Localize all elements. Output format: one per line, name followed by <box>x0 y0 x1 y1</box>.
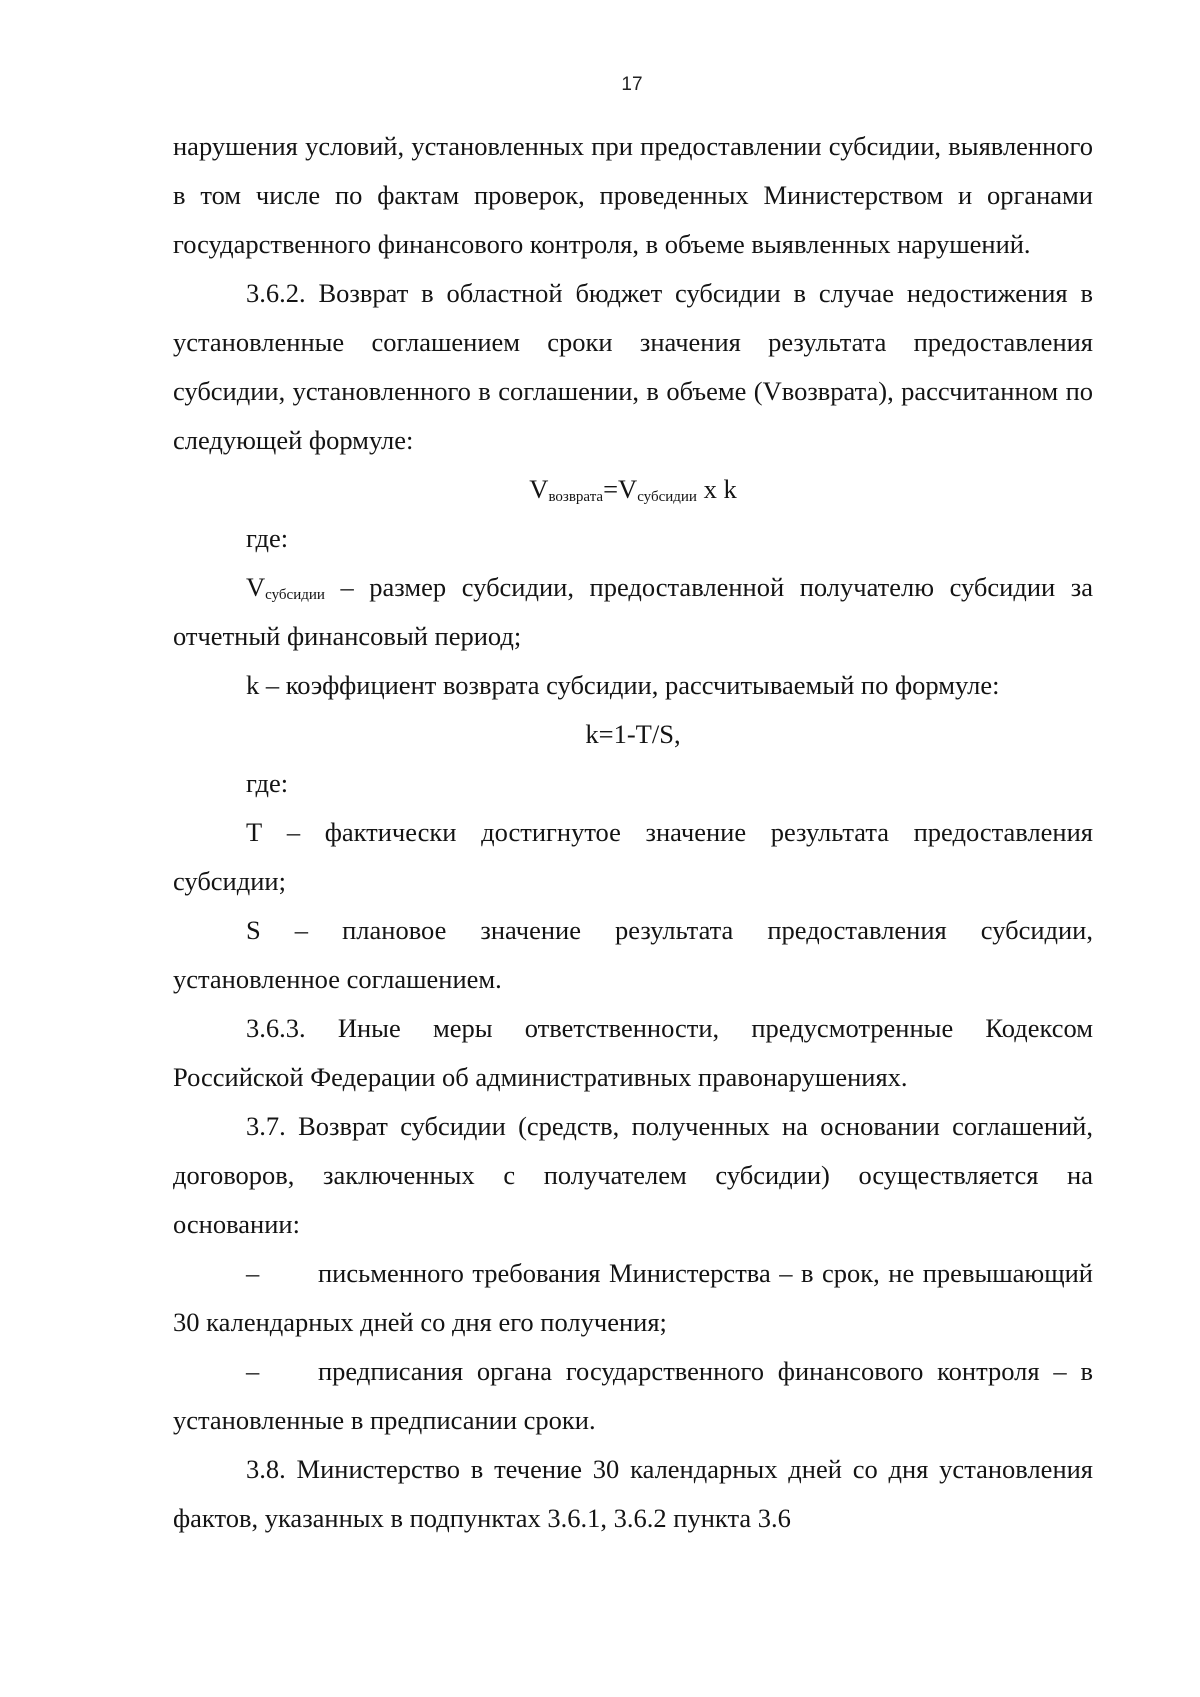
document-body <box>173 122 1093 1543</box>
def-v-text: – размер субсидии, предоставленной получателю субсидии за отчетный финансовый период; <box>173 572 1093 651</box>
def-v: V <box>246 572 266 602</box>
list-item-prescription <box>173 1347 1093 1445</box>
dash-marker: – <box>246 1356 260 1386</box>
list-item-text: письменного требования Министерства – в срок, не превышающий 30 календарных дней со дня его получения; <box>173 1258 1093 1337</box>
where-label-2: где: <box>246 768 289 798</box>
paragraph-3-6-3: 3.6.3. Иные меры ответственности, предусмотренные Кодексом Российской Федерации об административных правонарушениях. <box>173 1013 1093 1092</box>
def-v-sub: субсидии <box>265 587 325 603</box>
formula-k: k=1-T/S, <box>585 719 681 749</box>
where-label-1: где: <box>246 523 289 553</box>
definition-v-subsidii <box>173 563 1093 661</box>
definition-k: k – коэффициент возврата субсидии, рассчитываемый по формуле: <box>246 670 1000 700</box>
dash-marker: – <box>246 1258 260 1288</box>
list-item-written-request <box>173 1249 1093 1347</box>
formula-return-volume <box>173 465 1093 514</box>
formula-v: V <box>529 474 549 504</box>
paragraph-3-7: 3.7. Возврат субсидии (средств, полученных на основании соглашений, договоров, заключенных с получателем субсидии) осуществляется на основании: <box>173 1111 1093 1239</box>
paragraph-3-6-2: 3.6.2. Возврат в областной бюджет субсидии в случае недостижения в установленные соглашением сроки значения результата предоставления субсидии, установленного в соглашении, в объеме (Vвозврата), рассчитанном по следующей формуле: <box>173 278 1093 455</box>
paragraph-3-8: 3.8. Министерство в течение 30 календарных дней со дня установления фактов, указанных в подпунктах 3.6.1, 3.6.2 пункта 3.6 <box>173 1454 1093 1533</box>
definition-s: S – плановое значение результата предоставления субсидии, установленное соглашением. <box>173 915 1093 994</box>
list-item-text: предписания органа государственного финансового контроля – в установленные в предписании сроки. <box>173 1356 1093 1435</box>
formula-sub-vozvrata: возврата <box>548 489 604 505</box>
definition-t: Т – фактически достигнутое значение результата предоставления субсидии; <box>173 817 1093 896</box>
paragraph-violation-continuation: нарушения условий, установленных при предоставлении субсидии, выявленного в том числе по фактам проверок, проведенных Министерством и органами государственного финансового контроля, в объеме выявленных нарушений. <box>173 131 1093 259</box>
formula-eq-v: =V <box>603 474 638 504</box>
page-number: 17 <box>621 74 643 95</box>
formula-sub-subsidii: субсидии <box>637 489 697 505</box>
formula-tail: x k <box>696 474 737 504</box>
